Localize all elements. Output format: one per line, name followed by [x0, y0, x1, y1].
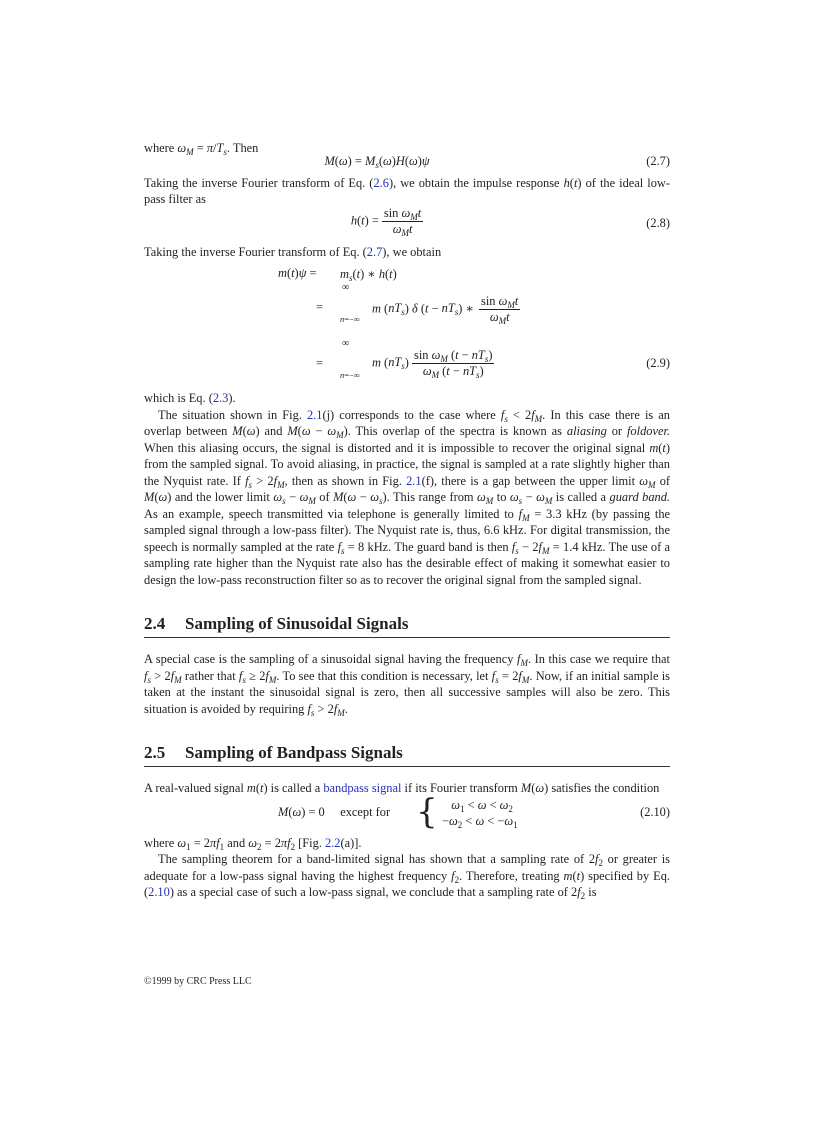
equation-2-10: M(ω) = 0 except for { $\omega_1 < \omega < \omega_2$ $-\omega_2 < \omega < -\omega_1$ (2.10)	[278, 791, 670, 832]
fig-ref-2-2[interactable]: 2.2	[325, 835, 341, 850]
fig-ref-2-1-f[interactable]: 2.1	[406, 473, 422, 488]
bandpass-signal-link[interactable]: bandpass signal	[323, 781, 402, 795]
section-heading-2-4: 2.4 Sampling of Sinusoidal Signals	[144, 614, 670, 638]
paragraph-bandpass: A real-valued signal m(t) is called a bandpass signal if its Fourier transform M(ω) satisfies the condition	[144, 781, 660, 795]
paragraph-situation: The situation shown in Fig. 2.1(j) corresponds to the case where $f_s < 2f_M$. In this case there is an overlap between M(ω) and $M(\omega - \omega_M)$. This overlap of the spectra is known as aliasing or foldover. When this aliasing occurs, the signal is distorted and it is impossible to recover the original signal m(t) from the sampled signal. To avoid aliasing, in practice, the signal is sampled at a rate slightly higher than the Nyquist rate. If $f_s > 2f_M$, then as shown in Fig. 2.1(f), there is a gap between the upper limit $\omega_M$ of M(ω) and the lower limit $\omega_s - \omega_M$ of $M(\omega - \omega_s)$. This range from $\omega_M$ to $\omega_s - \omega_M$ is called a guard band. As an example, speech transmitted via telephone is generally limited to $f_M = 3.3$ kHz (by passing the sampled signal through a low-pass filter). The Nyquist rate is, thus, 6.6 kHz. For digital transmission, the speech is normally sampled at the rate $f_s = 8$ kHz. The guard band is then $f_s - 2f_M = 1.4$ kHz. The use of a sampling rate higher than the Nyquist rate also has the desirable effect of making it somewhat easier to design the low-pass reconstruction filter so as to recover the original signal from the sampled signal.	[144, 407, 671, 587]
equation-2-7: $M(\omega) = M_s(\omega)H(\omega)\psi$ (2.7)	[324, 153, 670, 170]
paragraph-inverse-2-7: Taking the inverse Fourier transform of Eq. (2.7), we obtain	[144, 244, 442, 259]
paragraph-where-omega: where $\omega_1 = 2\pi f_1$ and $\omega_2 = 2\pi f_2$ [Fig. 2.2(a)].	[144, 835, 362, 852]
copyright-footer: ©1999 by CRC Press LLC	[144, 976, 252, 987]
paragraph-inverse-2-6: Taking the inverse Fourier transform of Eq. (2.6), we obtain the impulse response h(t) of the ideal low-pass filter as	[144, 175, 670, 206]
eq-ref-2-6[interactable]: 2.6	[373, 175, 389, 190]
equation-2-9: m(t)ψ = $m_s(t)$ ∗ h(t) = ∞ n=−∞ m $(nT_s)$ δ $(t - nT_s)$ ∗ $\frac{\sin \omega_Mt}{\omega_Mt}$ = ∞ n=−∞ m $(nT_s)$ $\frac{\sin \omega_M (t - nT_s)}{\omega_M (t - nT_s)}$ (2.9)	[278, 266, 670, 380]
fig-ref-2-1-j[interactable]: 2.1	[306, 407, 323, 422]
eq-ref-2-3[interactable]: 2.3	[212, 391, 229, 405]
page-content	[144, 140, 670, 901]
eq-ref-2-7[interactable]: 2.7	[366, 244, 383, 259]
paragraph-sampling-theorem: The sampling theorem for a band-limited signal has shown that a sampling rate of $2f_2$ or greater is adequate for a low-pass signal having the highest frequency $f_2$. Therefore, treating m(t) specified by Eq. (2.10) as a special case of such a low-pass signal, we conclude that a sampling rate of $2f_2$ is	[144, 852, 670, 901]
equation-2-8: h(t) = $\frac{\sin \omega_Mt}{\omega_Mt}$ (2.8)	[350, 205, 670, 238]
paragraph-sinusoidal: A special case is the sampling of a sinusoidal signal having the frequency $f_M$. In this case we require that $f_s > 2f_M$ rather that $f_s \ge 2f_M$. To see that this condition is necessary, let $f_s = 2f_M$. Now, if an initial sample is taken at the instant the sinusoidal signal is zero, then all successive samples will also be zero. This situation is avoided by requiring $f_s > 2f_M$.	[144, 652, 670, 718]
section-heading-2-5: 2.5 Sampling of Bandpass Signals	[144, 743, 670, 767]
intro-line: where $\omega_M = \pi/T_s$. Then	[144, 141, 259, 157]
eq-ref-2-10[interactable]: 2.10	[148, 885, 170, 899]
paragraph-which: which is Eq. (2.3).	[144, 391, 236, 405]
